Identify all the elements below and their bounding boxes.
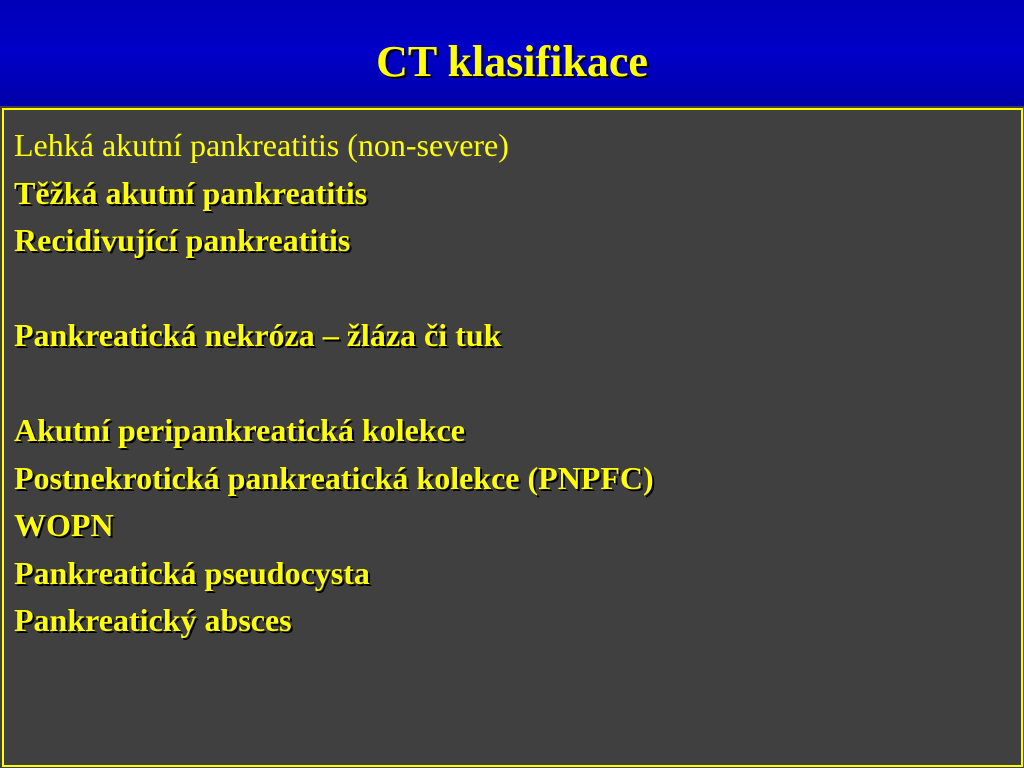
list-item-pseudocyst: Pankreatická pseudocysta — [14, 554, 370, 591]
list-item-abscess: Pankreatický absces — [14, 602, 292, 638]
list-item-severe-ap: Těžká akutní pankreatitis — [14, 174, 368, 211]
classification-list — [14, 122, 1004, 645]
list-spacer — [14, 360, 1004, 408]
list-item-necrosis: Pankreatická nekróza – žláza či tuk — [14, 317, 502, 353]
list-spacer — [14, 265, 1004, 313]
list-item-recurrent-ap: Recidivující pankreatitis — [14, 222, 351, 258]
list-item-mild-ap: Lehká akutní pankreatitis (non-severe) — [14, 127, 509, 163]
slide-title: CT klasifikace — [376, 37, 648, 86]
list-item-pnpfc: Postnekrotická pankreatická kolekce (PNPFC) — [14, 459, 654, 496]
content-frame — [2, 108, 1023, 767]
title-bar — [0, 0, 1024, 106]
list-item-acute-collection: Akutní peripankreatická kolekce — [14, 412, 465, 448]
list-item-wopn: WOPN — [14, 507, 114, 543]
